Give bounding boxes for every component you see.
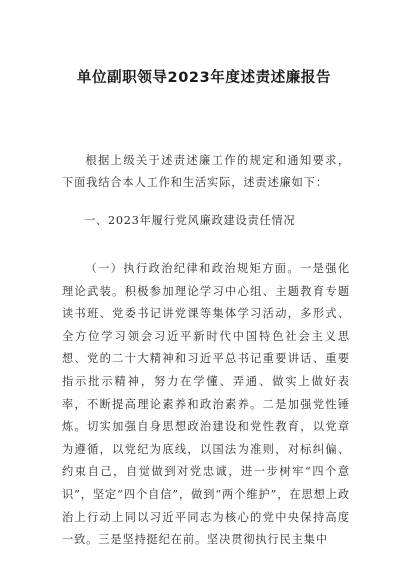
document-title: 单位副职领导2023年度述责述廉报告 bbox=[76, 70, 332, 86]
body-paragraph: （一）执行政治纪律和政治规矩方面。一是强化理论武装。积极参加理论学习中心组、主题教育专题读书班、党委书记讲党课等集体学习活动，多形式、全方位学习领会习近平新时代中国特色社会主义思想、党的二十大精神和习近平总书记重要讲话、重要指示批示精神，努力在学懂、弄通、做实上做好表率，不断提高理论素养和政治素养。二是加强党性锤炼。切实加强自身思想政治建设和党性教育，以党章为遵循，以党纪为底线，以国法为准则，对标纠偏、约束自己，自觉做到对党忠诚，进一步树牢“四个意识”，坚定“四个自信”，做到“两个维护”，在思想上政治上行动上同以习近平同志为核心的党中央保持高度一致。三是坚持挺纪在前。坚决贯彻执行民主集中 bbox=[62, 262, 350, 547]
section-heading: 一、2023年履行党风廉政建设责任情况 bbox=[84, 214, 296, 227]
intro-paragraph: 根据上级关于述责述廉工作的规定和通知要求，下面我结合本人工作和生活实际，述责述廉如下： bbox=[62, 154, 350, 189]
